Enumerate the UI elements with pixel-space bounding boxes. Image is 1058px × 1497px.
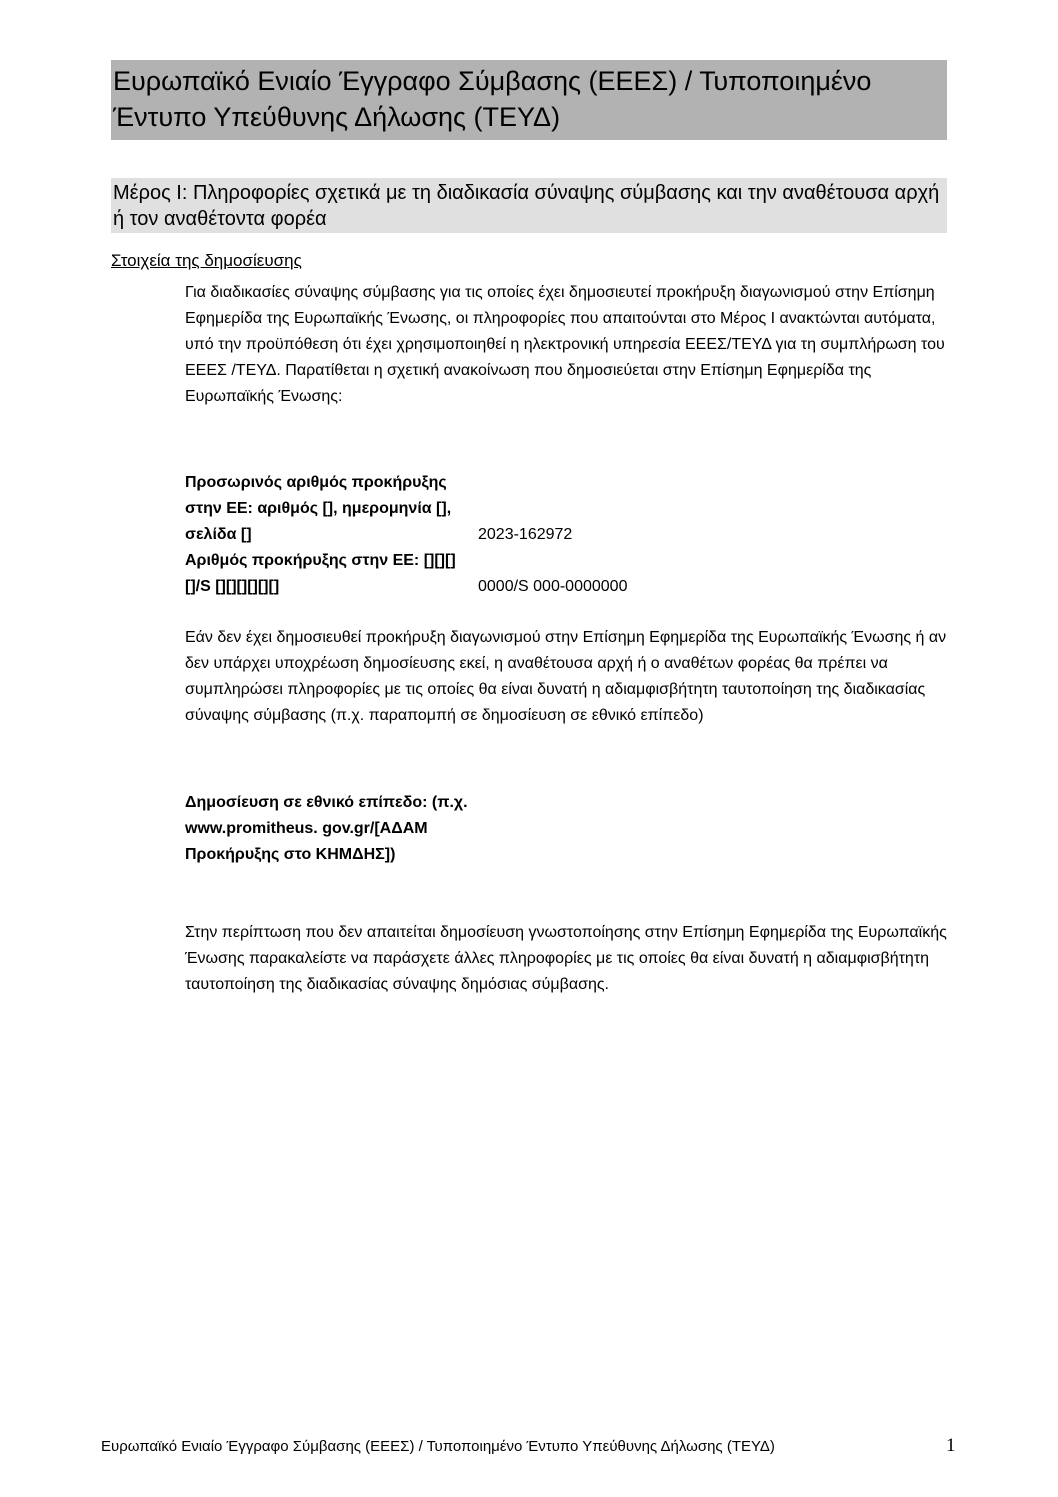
closing-paragraph: Στην περίπτωση που δεν απαιτείται δημοσίευση γνωστοποίησης στην Επίσημη Εφημερίδα της Ευρωπαϊκής Ένωσης παρακαλείστε να παράσχετε άλλες πληροφορίες με τις οποίες θα είναι δυνατή η αδιαμφισβήτητη ταυτοποίηση της διαδικασίας σύναψης δημόσιας σύμβασης. bbox=[185, 924, 947, 993]
eu-notice-label: Αριθμός προκήρυξης στην ΕΕ: [][][][]/S [][][][][][] bbox=[185, 552, 456, 595]
section-heading: Στοιχεία της δημοσίευσης bbox=[111, 251, 302, 270]
eu-notice-value: 0000/S 000-0000000 bbox=[478, 578, 628, 595]
temp-notice-value: 2023-162972 bbox=[478, 526, 573, 543]
page-number: 1 bbox=[946, 1435, 956, 1456]
national-publication-label: Δημοσίευση σε εθνικό επίπεδο: (π.χ. www.promitheus. gov.gr/[ΑΔΑΜ Προκήρυξης στο ΚΗΜΔΗΣ]) bbox=[185, 794, 468, 863]
document-title-banner bbox=[111, 60, 947, 140]
no-notice-paragraph: Εάν δεν έχει δημοσιευθεί προκήρυξη διαγωνισμού στην Επίσημη Εφημερίδα της Ευρωπαϊκής Ένωσης ή αν δεν υπάρχει υποχρέωση δημοσίευσης εκεί, η αναθέτουσα αρχή ή ο αναθέτων φορέας θα πρέπει να συμπληρώσει πληροφορίες με τις οποίες θα είναι δυνατή η αδιαμφισβήτητη ταυτοποίηση της διαδικασίας σύναψης σύμβασης (π.χ. παραπομπή σε δημοσίευση σε εθνικό επίπεδο) bbox=[185, 629, 947, 724]
part-title: Μέρος I: Πληροφορίες σχετικά με τη διαδικασία σύναψης σύμβασης και την αναθέτουσα αρχή ή τον αναθέτοντα φορέα bbox=[113, 182, 940, 230]
document-title: Ευρωπαϊκό Ενιαίο Έγγραφο Σύμβασης (ΕΕΕΣ) / Τυποποιημένο Έντυπο Υπεύθυνης Δήλωσης (ΤΕΥΔ) bbox=[113, 66, 872, 132]
intro-paragraph: Για διαδικασίες σύναψης σύμβασης για τις οποίες έχει δημοσιευτεί προκήρυξη διαγωνισμού στην Επίσημη Εφημερίδα της Ευρωπαϊκής Ένωσης, οι πληροφορίες που απαιτούνται στο Μέρος I ανακτώνται αυτόματα, υπό την προϋπόθεση ότι έχει χρησιμοποιηθεί η ηλεκτρονική υπηρεσία ΕΕΕΣ/ΤΕΥΔ για τη συμπλήρωση του ΕΕΕΣ /ΤΕΥΔ. Παρατίθεται η σχετική ανακοίνωση που δημοσιεύεται στην Επίσημη Εφημερίδα της Ευρωπαϊκής Ένωσης: bbox=[185, 284, 945, 405]
footer-text: Ευρωπαϊκό Ενιαίο Έγγραφο Σύμβασης (ΕΕΕΣ) / Τυποποιημένο Έντυπο Υπεύθυνης Δήλωσης (ΤΕΥΔ) bbox=[101, 1438, 775, 1455]
temp-notice-label: Προσωρινός αριθμός προκήρυξης στην ΕΕ: αριθμός [], ημερομηνία [], σελίδα [] bbox=[185, 474, 452, 543]
part-title-banner bbox=[111, 178, 947, 233]
